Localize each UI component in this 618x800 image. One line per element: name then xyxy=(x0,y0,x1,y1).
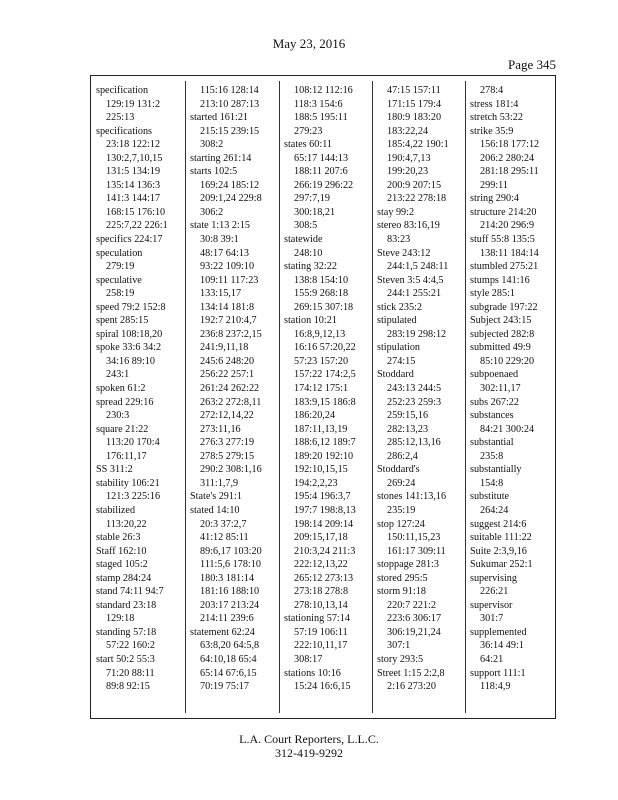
index-subentry: 264:24 xyxy=(480,504,509,516)
index-subentry: 47:15 157:11 xyxy=(387,85,441,96)
column-divider xyxy=(372,81,373,713)
index-subentry: 279:23 xyxy=(294,125,323,137)
index-subentry: 302:11,17 xyxy=(480,383,521,395)
index-entry: stations 10:16 xyxy=(284,667,341,679)
index-subentry: 222:12,13,22 xyxy=(294,559,348,571)
index-subentry: 20:3 37:2,7 xyxy=(200,518,247,530)
index-entry: story 293:5 xyxy=(377,653,424,665)
index-entry: state 1:13 2:15 xyxy=(190,220,250,232)
index-subentry: 34:16 89:10 xyxy=(106,355,155,367)
index-entry: stipulated xyxy=(377,315,417,327)
index-subentry: 186:20,24 xyxy=(294,410,336,422)
index-entry: spread 229:16 xyxy=(96,396,154,408)
index-subentry: 187:11,13,19 xyxy=(294,423,348,435)
index-subentry: 200:9 207:15 xyxy=(387,179,442,191)
index-entry: states 60:11 xyxy=(284,139,333,151)
index-subentry: 48:17 64:13 xyxy=(200,247,249,259)
index-entry: stop 127:24 xyxy=(377,518,425,530)
index-subentry: 285:12,13,16 xyxy=(387,437,441,449)
index-subentry: 283:19 298:12 xyxy=(387,328,447,340)
column-divider xyxy=(279,81,280,713)
index-entry: Stoddard's xyxy=(377,464,420,476)
index-subentry: 308:2 xyxy=(200,139,224,151)
index-subentry: 215:15 239:15 xyxy=(200,125,260,137)
index-subentry: 248:10 xyxy=(294,247,323,259)
index-entry: specifics 224:17 xyxy=(96,234,163,246)
index-subentry: 297:7,19 xyxy=(294,193,330,205)
index-subentry: 223:6 306:17 xyxy=(387,613,442,625)
page-footer xyxy=(0,732,618,760)
index-subentry: 256:22 257:1 xyxy=(200,369,255,381)
index-entry: standard 23:18 xyxy=(96,599,157,611)
index-subentry: 269:24 xyxy=(387,477,416,489)
index-entry: spent 285:15 xyxy=(96,315,149,327)
index-subentry: 241:9,11,18 xyxy=(200,342,249,354)
index-subentry: 194:2,2,23 xyxy=(294,477,338,489)
index-subentry: 64:10,18 65:4 xyxy=(200,653,257,665)
index-subentry: 135:14 136:3 xyxy=(106,179,161,191)
index-entry: supplemented xyxy=(470,626,527,638)
index-entry: square 21:22 xyxy=(96,423,149,435)
index-subentry: 282:13,23 xyxy=(387,423,429,435)
page-number: Page 345 xyxy=(507,57,556,72)
index-subentry: 115:16 128:14 xyxy=(200,85,259,96)
index-entry: stabilized xyxy=(96,504,136,516)
index-subentry: 118:3 154:6 xyxy=(294,98,343,110)
index-entry: Steven 3:5 4:4,5 xyxy=(377,274,444,286)
index-entry: stereo 83:16,19 xyxy=(377,220,440,232)
index-entry: support 111:1 xyxy=(470,667,526,679)
index-subentry: 57:19 106:11 xyxy=(294,626,348,638)
index-subentry: 111:5,6 178:10 xyxy=(200,559,261,571)
index-subentry: 93:22 109:10 xyxy=(200,261,255,273)
index-subentry: 258:19 xyxy=(106,288,135,300)
index-entry: Suite 2:3,9,16 xyxy=(470,545,527,557)
index-subentry: 222:10,11,17 xyxy=(294,640,348,652)
index-subentry: 138:8 154:10 xyxy=(294,274,349,286)
index-subentry: 192:10,15,15 xyxy=(294,464,348,476)
index-subentry: 85:10 229:20 xyxy=(480,355,535,367)
index-subentry: 278:5 279:15 xyxy=(200,450,255,462)
index-entry: strike 35:9 xyxy=(470,125,514,137)
index-subentry: 214:11 239:6 xyxy=(200,613,254,625)
index-subentry: 197:7 198:8,13 xyxy=(294,504,356,516)
index-subentry: 161:17 309:11 xyxy=(387,545,446,557)
index-entry: stay 99:2 xyxy=(377,206,415,218)
index-entry: stones 141:13,16 xyxy=(377,491,447,503)
index-entry: substitute xyxy=(470,491,510,503)
index-subentry: 156:18 177:12 xyxy=(480,139,540,151)
index-entry: stand 74:11 94:7 xyxy=(96,586,164,598)
index-column-2 xyxy=(190,84,262,694)
index-entry: structure 214:20 xyxy=(470,206,537,218)
index-subentry: 41:12 85:11 xyxy=(200,532,249,544)
index-subentry: 188:6,12 189:7 xyxy=(294,437,356,449)
index-subentry: 183:22,24 xyxy=(387,125,429,137)
index-subentry: 225:7,22 226:1 xyxy=(106,220,168,232)
index-subentry: 16:8,9,12,13 xyxy=(294,328,346,340)
index-subentry: 150:11,15,23 xyxy=(387,532,441,544)
index-subentry: 63:8,20 64:5,8 xyxy=(200,640,260,652)
index-subentry: 306:19,21,24 xyxy=(387,626,441,638)
index-subentry: 301:7 xyxy=(480,613,504,625)
index-entry: State's 291:1 xyxy=(190,491,242,503)
index-subentry: 308:17 xyxy=(294,653,323,665)
index-entry: stuff 55:8 135:5 xyxy=(470,234,535,246)
index-subentry: 213:22 278:18 xyxy=(387,193,447,205)
index-subentry: 273:18 278:8 xyxy=(294,586,349,598)
index-subentry: 265:12 273:13 xyxy=(294,572,354,584)
index-subentry: 213:10 287:13 xyxy=(200,98,260,110)
index-entry: spoken 61:2 xyxy=(96,383,146,395)
index-subentry: 243:13 244:5 xyxy=(387,383,442,395)
index-subentry: 188:5 195:11 xyxy=(294,112,348,124)
index-subentry: 286:2,4 xyxy=(387,450,418,462)
index-entry: substantially xyxy=(470,464,522,476)
column-divider xyxy=(465,81,466,713)
index-subentry: 261:24 262:22 xyxy=(200,383,260,395)
index-subentry: 171:15 179:4 xyxy=(387,98,442,110)
index-subentry: 206:2 280:24 xyxy=(480,152,535,164)
index-entry: storm 91:18 xyxy=(377,586,426,598)
page-date: May 23, 2016 xyxy=(272,36,346,51)
index-entry: subpoenaed xyxy=(470,369,519,381)
index-entry: specification xyxy=(96,85,149,96)
index-entry: supervisor xyxy=(470,599,513,611)
index-subentry: 138:11 184:14 xyxy=(480,247,539,259)
index-subentry: 290:2 308:1,16 xyxy=(200,464,262,476)
index-subentry: 2:16 273:20 xyxy=(387,681,436,693)
index-entry: supervising xyxy=(470,572,517,584)
index-subentry: 155:9 268:18 xyxy=(294,288,349,300)
index-subentry: 311:1,7,9 xyxy=(200,477,239,489)
index-column-5 xyxy=(470,84,539,694)
index-subentry: 70:19 75:17 xyxy=(200,681,249,693)
index-subentry: 278:4 xyxy=(480,85,504,96)
index-entry: statement 62:24 xyxy=(190,626,255,638)
index-subentry: 306:2 xyxy=(200,206,224,218)
index-column-1 xyxy=(96,84,168,694)
index-subentry: 83:23 xyxy=(387,234,411,246)
index-entry: Staff 162:10 xyxy=(96,545,147,557)
index-subentry: 274:15 xyxy=(387,355,416,367)
index-subentry: 276:3 277:19 xyxy=(200,437,255,449)
index-entry: spoke 33:6 34:2 xyxy=(96,342,162,354)
index-entry: started 161:21 xyxy=(190,112,249,124)
index-entry: style 285:1 xyxy=(470,288,515,300)
index-subentry: 243:1 xyxy=(106,369,130,381)
index-subentry: 108:12 112:16 xyxy=(294,85,353,96)
index-entry: subjected 282:8 xyxy=(470,328,535,340)
index-subentry: 169:24 185:12 xyxy=(200,179,260,191)
index-subentry: 308:5 xyxy=(294,220,318,232)
index-entry: Stoddard xyxy=(377,369,414,381)
index-subentry: 65:17 144:13 xyxy=(294,152,349,164)
index-subentry: 129:19 131:2 xyxy=(106,98,161,110)
index-subentry: 236:8 237:2,15 xyxy=(200,328,262,340)
index-subentry: 113:20 170:4 xyxy=(106,437,160,449)
index-entry: suggest 214:6 xyxy=(470,518,527,530)
index-subentry: 15:24 16:6,15 xyxy=(294,681,351,693)
index-subentry: 266:19 296:22 xyxy=(294,179,354,191)
index-subentry: 189:20 192:10 xyxy=(294,450,354,462)
index-entry: stumps 141:16 xyxy=(470,274,530,286)
index-entry: stored 295:5 xyxy=(377,572,428,584)
index-column-3 xyxy=(284,84,356,694)
index-subentry: 130:2,7,10,15 xyxy=(106,152,163,164)
index-entry: speculation xyxy=(96,247,143,259)
index-entry: speed 79:2 152:8 xyxy=(96,301,166,313)
index-subentry: 199:20,23 xyxy=(387,166,429,178)
index-subentry: 269:15 307:18 xyxy=(294,301,354,313)
index-subentry: 244:1 255:21 xyxy=(387,288,442,300)
index-subentry: 198:14 209:14 xyxy=(294,518,354,530)
index-entry: starts 102:5 xyxy=(190,166,238,178)
index-entry: standing 57:18 xyxy=(96,626,157,638)
index-subentry: 278:10,13,14 xyxy=(294,599,348,611)
index-subentry: 57:22 160:2 xyxy=(106,640,155,652)
index-subentry: 168:15 176:10 xyxy=(106,206,166,218)
index-subentry: 109:11 117:23 xyxy=(200,274,259,286)
index-subentry: 190:4,7,13 xyxy=(387,152,431,164)
index-subentry: 192:7 210:4,7 xyxy=(200,315,257,327)
index-subentry: 210:3,24 211:3 xyxy=(294,545,356,557)
index-subentry: 214:20 296:9 xyxy=(480,220,535,232)
index-entry: subs 267:22 xyxy=(470,396,519,408)
index-subentry: 113:20,22 xyxy=(106,518,147,530)
index-subentry: 64:21 xyxy=(480,653,504,665)
index-subentry: 272:12,14,22 xyxy=(200,410,254,422)
index-entry: starting 261:14 xyxy=(190,152,252,164)
index-entry: stationing 57:14 xyxy=(284,613,350,625)
index-subentry: 180:9 183:20 xyxy=(387,112,442,124)
index-subentry: 252:23 259:3 xyxy=(387,396,442,408)
index-subentry: 300:18,21 xyxy=(294,206,336,218)
index-entry: station 10:21 xyxy=(284,315,337,327)
index-subentry: 220:7 221:2 xyxy=(387,599,436,611)
index-entry: SS 311:2 xyxy=(96,464,133,476)
index-subentry: 188:11 207:6 xyxy=(294,166,348,178)
index-entry: staged 105:2 xyxy=(96,559,148,571)
index-entry: suitable 111:22 xyxy=(470,532,532,544)
index-subentry: 157:22 174:2,5 xyxy=(294,369,356,381)
index-subentry: 181:16 188:10 xyxy=(200,586,260,598)
index-subentry: 307:1 xyxy=(387,640,411,652)
index-entry: stated 14:10 xyxy=(190,504,240,516)
index-entry: spiral 108:18,20 xyxy=(96,328,163,340)
index-entry: substances xyxy=(470,410,514,422)
index-entry: speculative xyxy=(96,274,142,286)
index-entry: Street 1:15 2:2,8 xyxy=(377,667,445,679)
index-subentry: 174:12 175:1 xyxy=(294,383,349,395)
index-entry: stability 106:21 xyxy=(96,477,160,489)
index-subentry: 235:8 xyxy=(480,450,504,462)
index-entry: submitted 49:9 xyxy=(470,342,531,354)
index-entry: stoppage 281:3 xyxy=(377,559,439,571)
index-entry: stretch 53:22 xyxy=(470,112,523,124)
index-subentry: 121:3 225:16 xyxy=(106,491,161,503)
index-entry: Sukumar 252:1 xyxy=(470,559,533,571)
index-subentry: 154:8 xyxy=(480,477,504,489)
index-subentry: 209:15,17,18 xyxy=(294,532,348,544)
index-entry: specifications xyxy=(96,125,153,137)
column-divider xyxy=(185,81,186,713)
index-entry: Subject 243:15 xyxy=(470,315,532,327)
index-subentry: 263:2 272:8,11 xyxy=(200,396,262,408)
index-subentry: 57:23 157:20 xyxy=(294,355,349,367)
index-subentry: 209:1,24 229:8 xyxy=(200,193,262,205)
index-subentry: 65:14 67:6,15 xyxy=(200,667,257,679)
index-subentry: 131:5 134:19 xyxy=(106,166,161,178)
footer-phone: 312-419-9292 xyxy=(275,746,343,760)
index-subentry: 279:19 xyxy=(106,261,135,273)
index-entry: stumbled 275:21 xyxy=(470,261,539,273)
index-subentry: 226:21 xyxy=(480,586,509,598)
index-subentry: 89:8 92:15 xyxy=(106,681,150,693)
footer-company: L.A. Court Reporters, L.L.C. xyxy=(239,732,379,746)
index-subentry: 23:18 122:12 xyxy=(106,139,161,151)
index-subentry: 133:15,17 xyxy=(200,288,242,300)
index-subentry: 281:18 295:11 xyxy=(480,166,539,178)
index-entry: stable 26:3 xyxy=(96,532,141,544)
index-entry: Steve 243:12 xyxy=(377,247,431,259)
index-subentry: 203:17 213:24 xyxy=(200,599,260,611)
index-subentry: 299:11 xyxy=(480,179,508,191)
index-subentry: 235:19 xyxy=(387,504,416,516)
index-subentry: 84:21 300:24 xyxy=(480,423,535,435)
index-subentry: 273:11,16 xyxy=(200,423,241,435)
index-entry: statewide xyxy=(284,234,323,246)
index-subentry: 129:18 xyxy=(106,613,135,625)
index-subentry: 176:11,17 xyxy=(106,450,147,462)
index-entry: stipulation xyxy=(377,342,421,354)
index-subentry: 71:20 88:11 xyxy=(106,667,155,679)
index-frame xyxy=(90,75,556,719)
index-subentry: 16:16 57:20,22 xyxy=(294,342,356,354)
index-subentry: 245:6 248:20 xyxy=(200,355,255,367)
index-subentry: 134:14 181:8 xyxy=(200,301,255,313)
index-subentry: 230:3 xyxy=(106,410,130,422)
index-subentry: 225:13 xyxy=(106,112,135,124)
index-entry: stick 235:2 xyxy=(377,301,422,313)
index-subentry: 89:6,17 103:20 xyxy=(200,545,262,557)
index-column-4 xyxy=(377,84,449,694)
index-subentry: 141:3 144:17 xyxy=(106,193,161,205)
index-entry: substantial xyxy=(470,437,514,449)
index-entry: start 50:2 55:3 xyxy=(96,653,155,665)
index-subentry: 118:4,9 xyxy=(480,681,511,693)
index-subentry: 183:9,15 186:8 xyxy=(294,396,356,408)
index-subentry: 195:4 196:3,7 xyxy=(294,491,351,503)
index-subentry: 30:8 39:1 xyxy=(200,234,239,246)
index-entry: stating 32:22 xyxy=(284,261,337,273)
index-subentry: 185:4,22 190:1 xyxy=(387,139,449,151)
index-entry: string 290:4 xyxy=(470,193,519,205)
index-entry: stress 181:4 xyxy=(470,98,519,110)
index-entry: stamp 284:24 xyxy=(96,572,152,584)
index-subentry: 36:14 49:1 xyxy=(480,640,524,652)
index-subentry: 244:1,5 248:11 xyxy=(387,261,449,273)
index-subentry: 180:3 181:14 xyxy=(200,572,255,584)
index-subentry: 259:15,16 xyxy=(387,410,429,422)
index-entry: subgrade 197:22 xyxy=(470,301,538,313)
